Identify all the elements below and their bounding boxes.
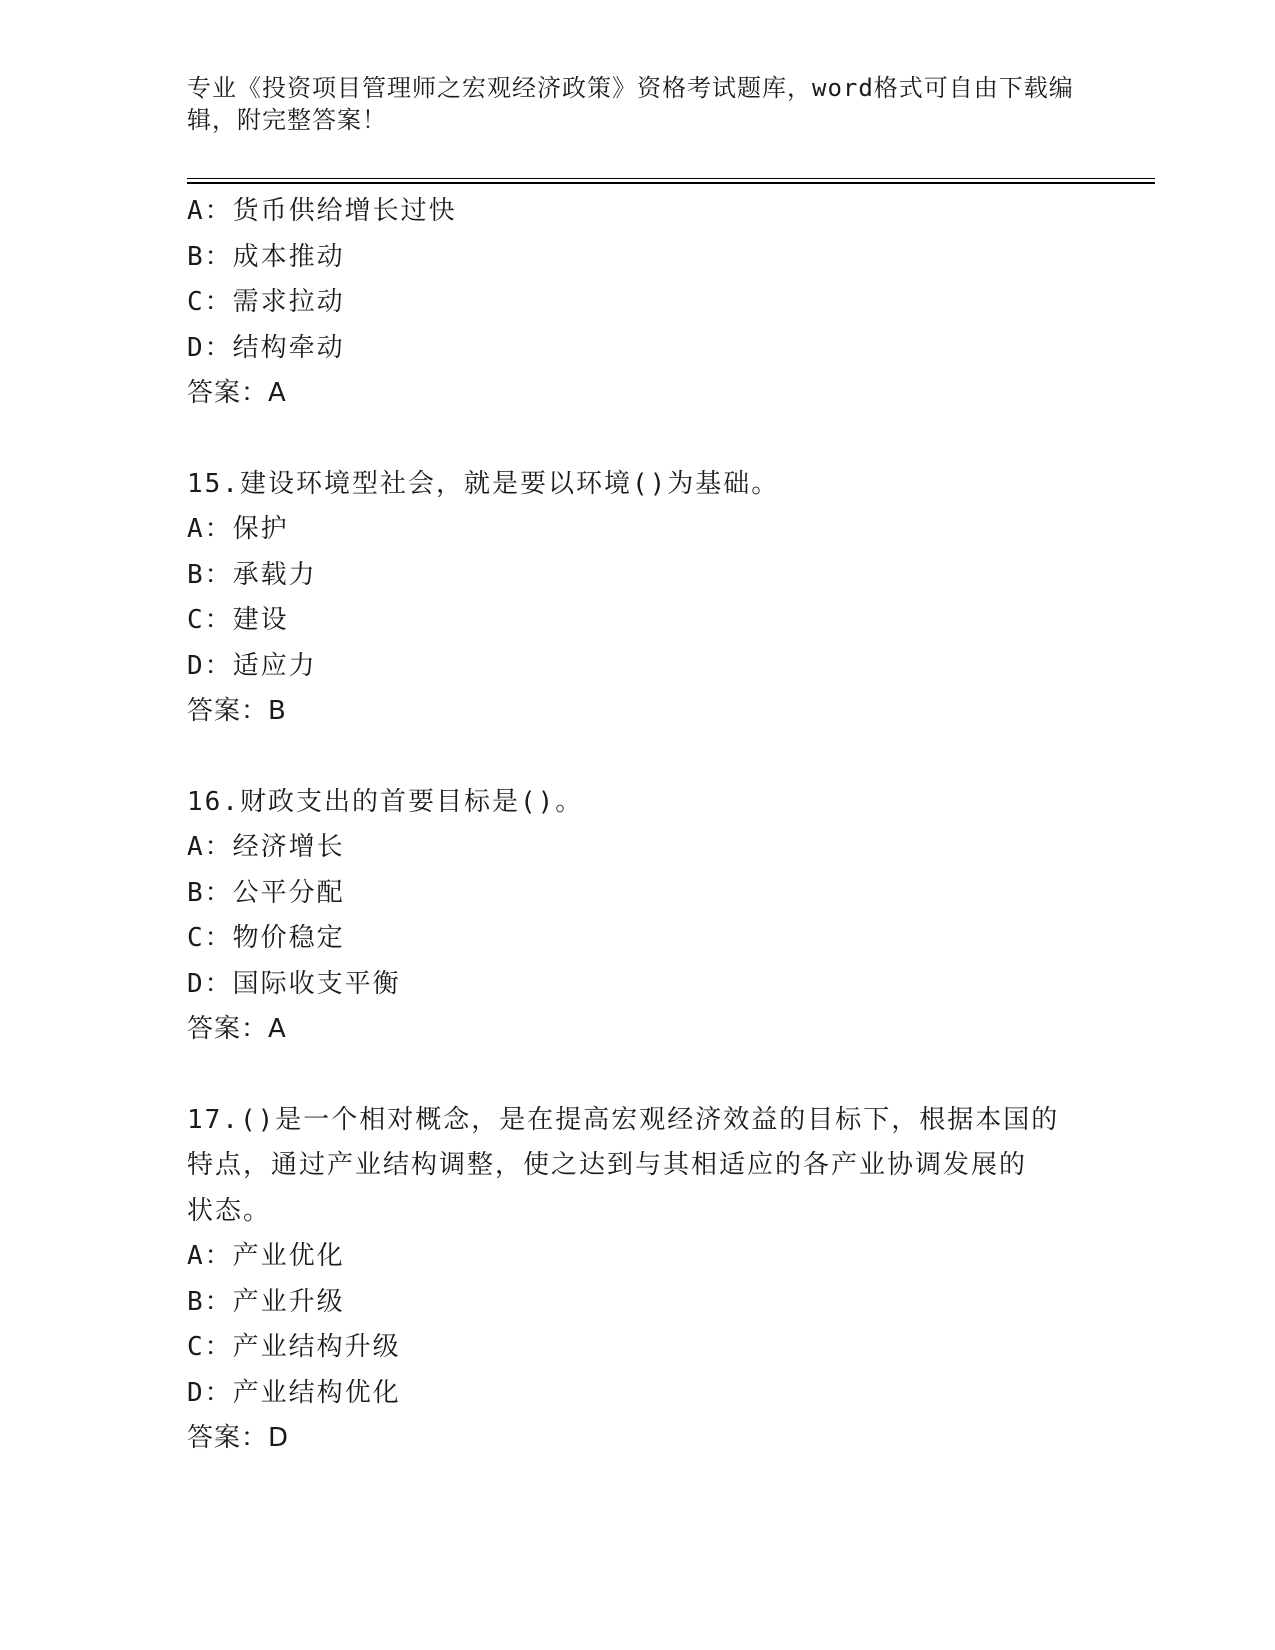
answer-line: 答案：A: [187, 1014, 287, 1044]
option-d: D：产业结构优化: [187, 1377, 401, 1408]
option-d: D：适应力: [187, 650, 317, 681]
option-d: D：结构牵动: [187, 332, 345, 363]
option-b: B：产业升级: [187, 1286, 345, 1317]
option-a: A：保护: [187, 514, 289, 544]
header-double-rule: [187, 178, 1155, 184]
question-block-15: [187, 462, 1087, 735]
option-c: C：产业结构升级: [187, 1332, 401, 1362]
question-stem-line-2: 特点，通过产业结构调整，使之达到与其相适应的各产业协调发展的: [187, 1150, 1028, 1180]
option-b: B：承载力: [187, 559, 317, 590]
option-a: A：货币供给增长过快: [187, 196, 457, 226]
question-stem: 16.财政支出的首要目标是()。: [187, 786, 584, 817]
question-block-16: [187, 780, 1087, 1053]
option-d: D：国际收支平衡: [187, 968, 401, 999]
option-a: A：产业优化: [187, 1241, 345, 1271]
option-c: C：需求拉动: [187, 287, 345, 317]
option-b: B：公平分配: [187, 877, 345, 908]
answer-line: 答案：B: [187, 696, 287, 726]
option-c: C：物价稳定: [187, 923, 345, 953]
answer-line: 答案：D: [187, 1423, 290, 1453]
question-list: [187, 189, 1087, 1462]
answer-line: 答案：A: [187, 378, 287, 408]
question-stem-line-1: 17.()是一个相对概念，是在提高宏观经济效益的目标下，根据本国的: [187, 1104, 1060, 1135]
question-block-17: [187, 1098, 1087, 1462]
option-c: C：建设: [187, 605, 289, 635]
question-block-14: [187, 189, 1087, 417]
question-stem: 15.建设环境型社会，就是要以环境()为基础。: [187, 468, 780, 499]
document-header: 专业《投资项目管理师之宏观经济政策》资格考试题库，word格式可自由下载编辑，附完整答案！: [187, 74, 1074, 134]
option-a: A：经济增长: [187, 832, 345, 862]
question-stem-line-3: 状态。: [187, 1195, 272, 1226]
option-b: B：成本推动: [187, 241, 345, 272]
